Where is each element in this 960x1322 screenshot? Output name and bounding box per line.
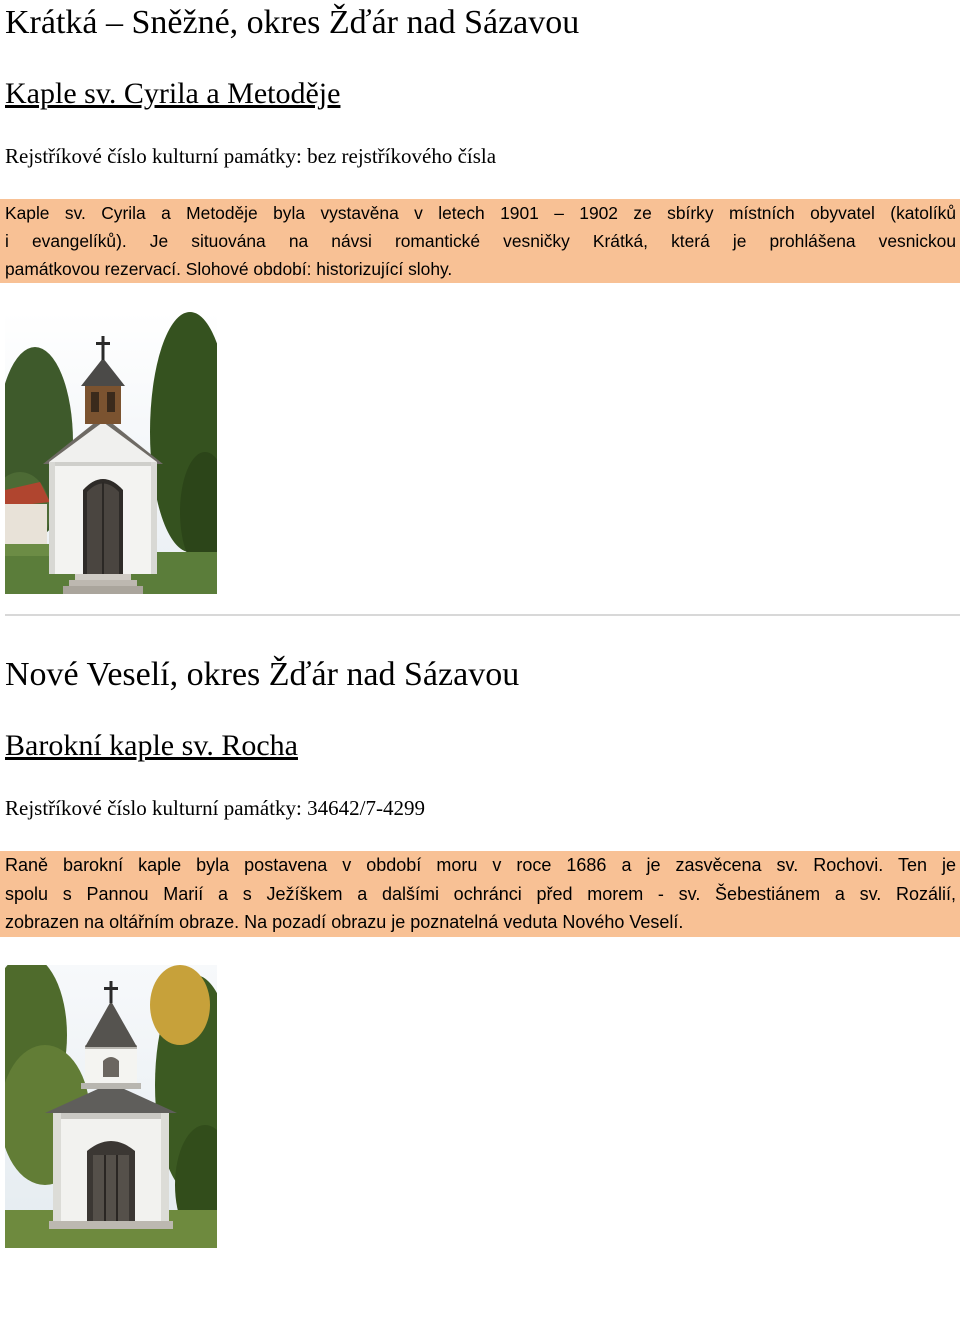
chapel-photo-kratka [5,312,217,594]
section-1-registry-number: Rejstříkové číslo kulturní památky: bez rejstříkového čísla [5,144,497,168]
section-divider [5,614,960,616]
description-line: spolu s Pannou Marií a s Ježíškem a dalšími ochránci před morem - sv. Šebestiánem a sv. Rozálií, [5,883,956,904]
section-2-description [0,851,960,937]
section-1-subheading: Kaple sv. Cyrila a Metoděje [5,77,341,110]
description-line: i evangelíků). Je situována na návsi romantické vesničky Krátká, která je prohlášena vesnickou [5,231,956,251]
description-line: Kaple sv. Cyrila a Metoděje byla vystavěna v letech 1901 – 1902 ze sbírky místních obyvatel (katolíků [5,203,956,223]
description-line: zobrazen na oltářním obraze. Na pozadí obrazu je poznatelná veduta Nového Veselí. [5,912,684,932]
section-1-heading: Krátká – Sněžné, okres Žďár nad Sázavou [5,4,580,41]
section-2-registry-number: Rejstříkové číslo kulturní památky: 34642/7-4299 [5,796,425,820]
section-1-description [0,199,960,283]
description-line: památkovou rezervací. Slohové období: historizující slohy. [5,259,453,279]
chapel-photo-nove-veseli [5,965,217,1248]
description-line: Raně barokní kaple byla postavena v období moru v roce 1686 a je zasvěcena sv. Rochovi. Ten je [5,855,956,875]
section-2-heading: Nové Veselí, okres Žďár nad Sázavou [5,656,520,693]
section-2-subheading: Barokní kaple sv. Rocha [5,729,298,762]
